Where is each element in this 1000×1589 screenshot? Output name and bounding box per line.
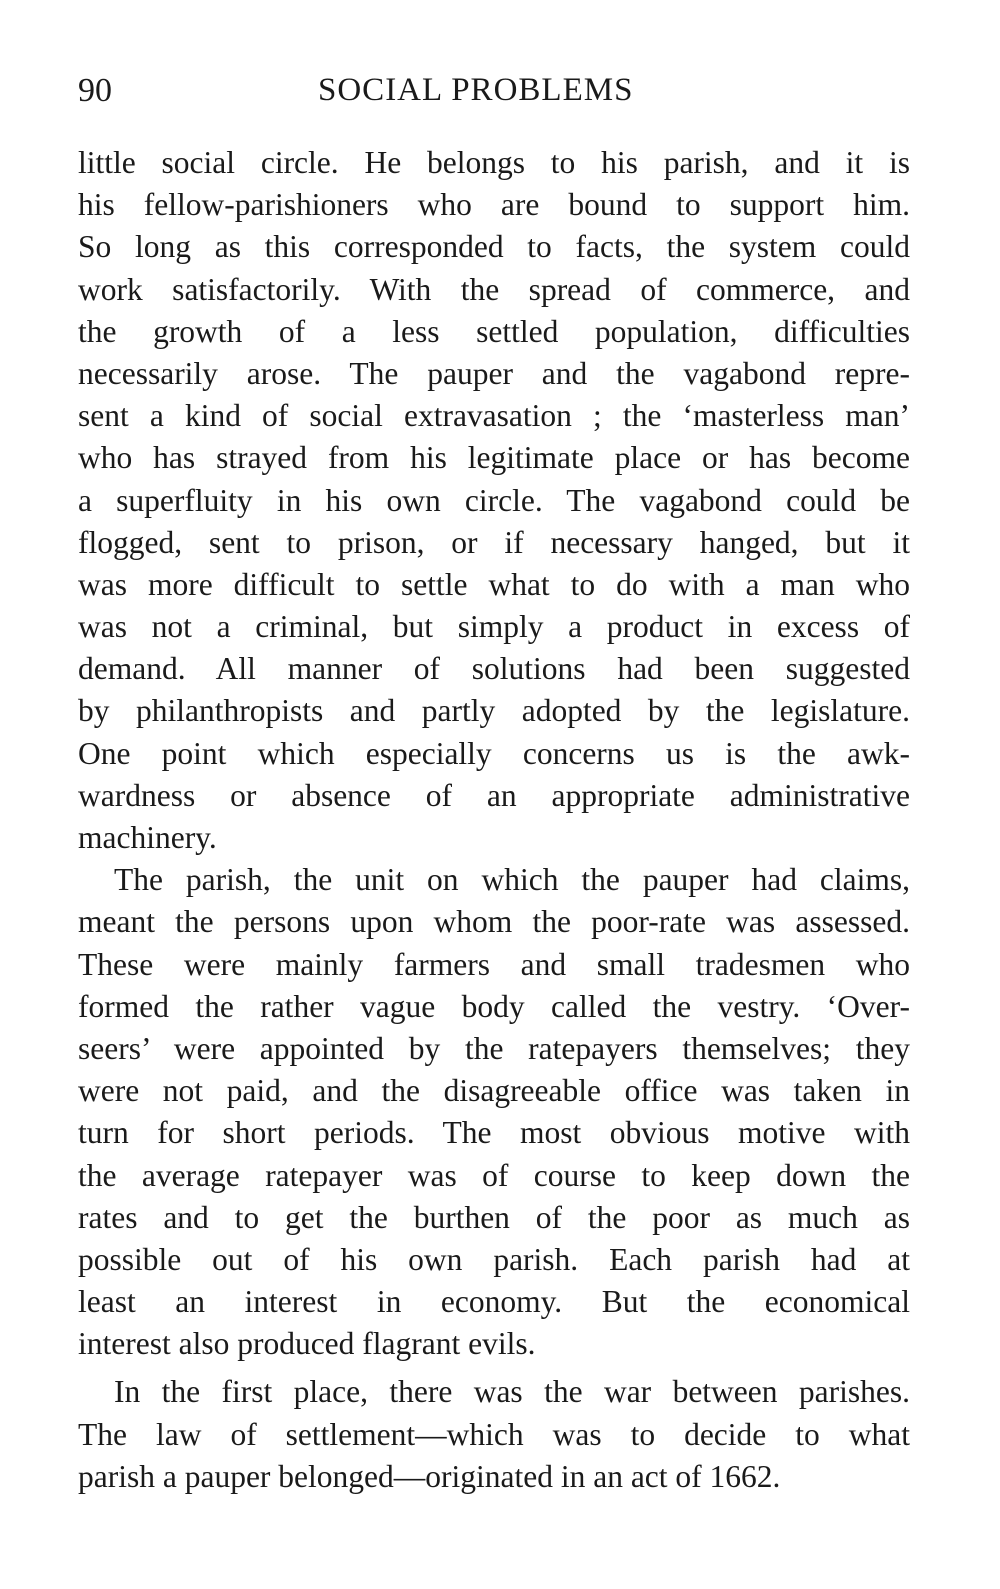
text-line: The parish, the unit on which the pauper had claims, [114,862,910,898]
text-line: machinery. [78,820,217,855]
text-line: was not a criminal, but simply a product in excess of [78,609,910,645]
text-line: possible out of his own parish. Each parish had at [78,1241,910,1277]
text-line: interest also produced flagrant evils. [78,1326,536,1362]
text-line: formed the rather vague body called the vestry. ‘Over- [78,988,910,1024]
body-text [78,142,910,1498]
text-line: In the first place, there was the war between parishes. [114,1374,910,1410]
running-title: SOCIAL PROBLEMS [318,72,634,108]
paragraph [78,1371,910,1498]
text-line: work satisfactorily. With the spread of commerce, and [78,271,910,307]
text-line: These were mainly farmers and small tradesmen who [78,946,910,982]
text-line: rates and to get the burthen of the poor as much as [78,1199,910,1235]
page-number: 90 [78,72,112,109]
text-line: meant the persons upon whom the poor-rate was assessed. [78,904,910,940]
paragraph [78,142,910,859]
text-line: So long as this corresponded to facts, the system could [78,229,910,265]
text-line: flogged, sent to prison, or if necessary hanged, but it [78,524,910,560]
text-line: necessarily arose. The pauper and the vagabond repre- [78,355,910,391]
text-line: The law of settlement—which was to decide to what [78,1416,910,1452]
text-line: seers’ were appointed by the ratepayers themselves; they [78,1030,910,1066]
text-line: parish a pauper belonged—originated in an act of 1662. [78,1458,781,1494]
text-line: demand. All manner of solutions had been suggested [78,651,910,687]
text-line: his fellow-parishioners who are bound to support him. [78,187,910,223]
text-line: least an interest in economy. But the economical [78,1284,910,1320]
text-line: the growth of a less settled population, difficulties [78,313,910,349]
text-line: One point which especially concerns us is the awk- [78,735,910,771]
text-line: was more difficult to settle what to do with a man who [78,566,910,602]
paragraph [78,859,910,1365]
text-line: little social circle. He belongs to his parish, and it is [78,145,910,180]
text-line: sent a kind of social extravasation ; the ‘masterless man’ [78,398,910,434]
text-line: by philanthropists and partly adopted by the legislature. [78,693,910,729]
text-line: turn for short periods. The most obvious motive with [78,1115,910,1151]
text-line: a superfluity in his own circle. The vagabond could be [78,482,910,518]
text-line: were not paid, and the disagreeable office was taken in [78,1073,910,1109]
text-line: wardness or absence of an appropriate administrative [78,777,910,813]
text-line: the average ratepayer was of course to keep down the [78,1157,910,1193]
text-line: who has strayed from his legitimate place or has become [78,440,910,476]
